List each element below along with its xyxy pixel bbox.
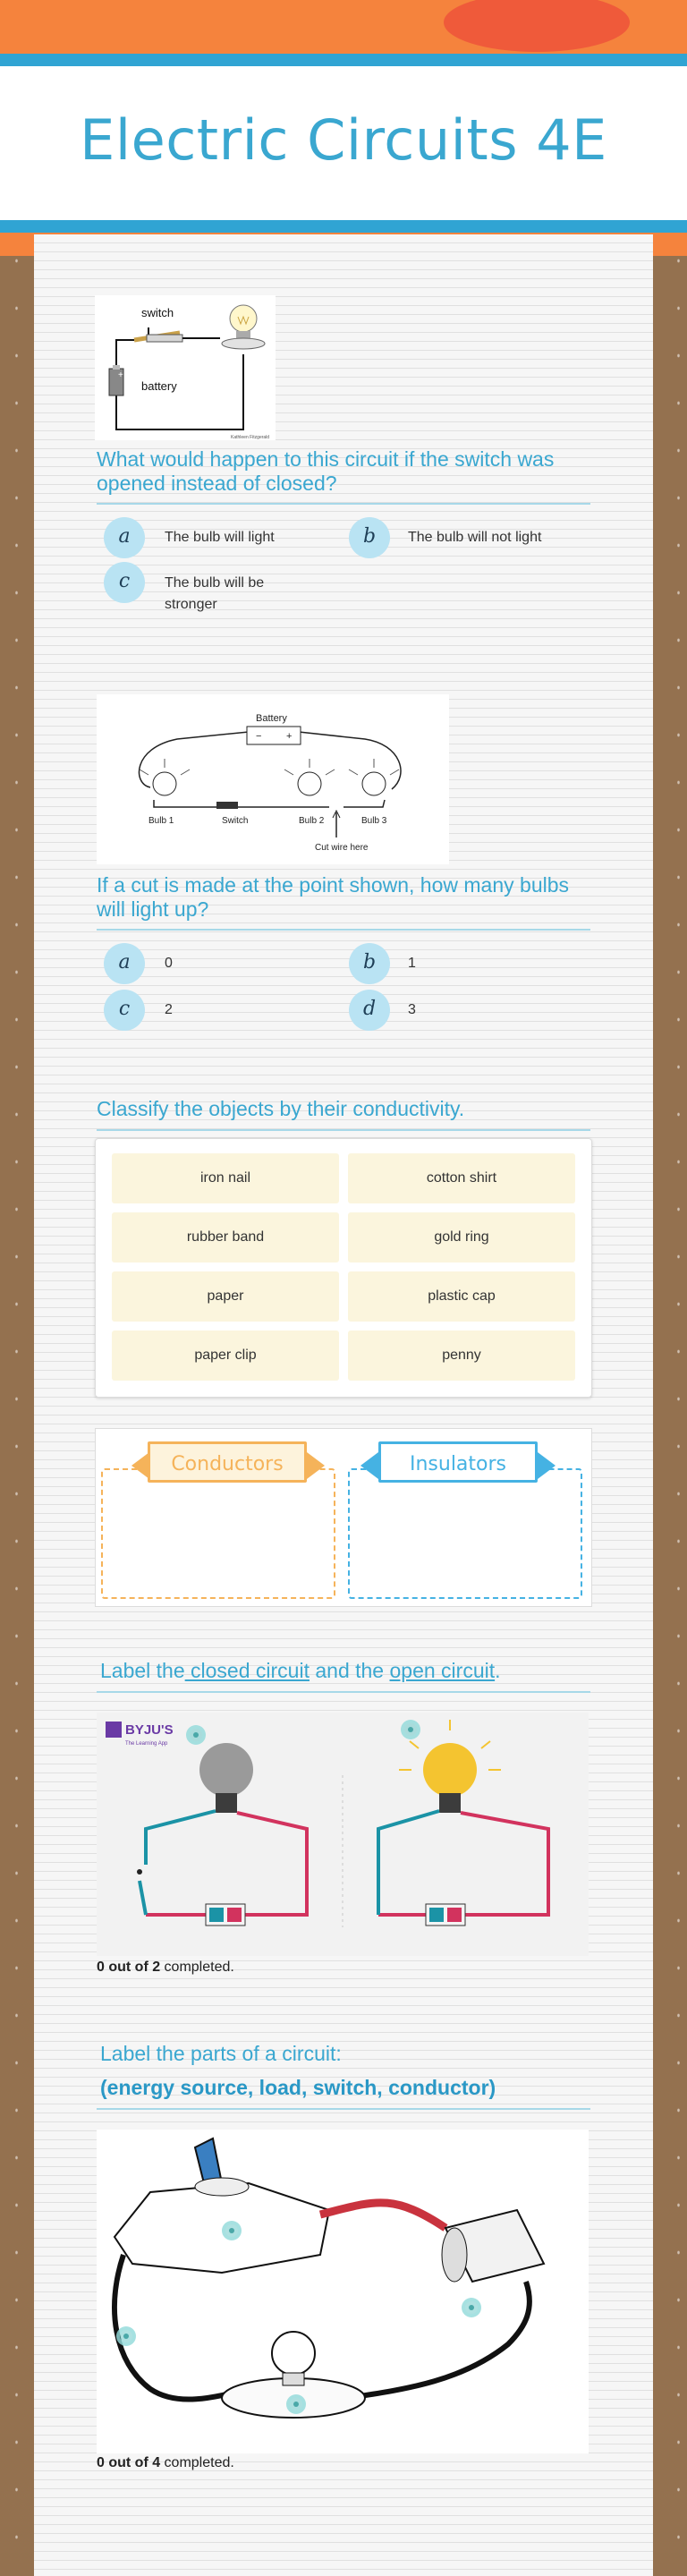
question-4-divider (97, 1691, 590, 1693)
brand-subtitle: The Learning App (125, 1741, 168, 1747)
conductors-label: Conductors (148, 1441, 307, 1483)
q4-title-middle: and the (309, 1659, 390, 1682)
page-title: Electric Circuits 4E (80, 107, 607, 173)
hotspot-label-2[interactable] (401, 1720, 420, 1739)
closed-circuit-link: closed circuit (184, 1659, 310, 1682)
question-5-title: Label the parts of a circuit: (100, 2042, 342, 2065)
insulators-drop-zone[interactable] (348, 1468, 582, 1599)
q2-option-d-text[interactable]: 3 (408, 1002, 416, 1017)
card-gold-ring[interactable]: gold ring (348, 1212, 575, 1262)
q1-option-b-badge[interactable]: b (349, 517, 390, 558)
circuit-parts-drawing (97, 2130, 589, 2453)
conductors-drop-zone[interactable] (101, 1468, 335, 1599)
q1-option-a-text[interactable]: The bulb will light (165, 530, 275, 545)
byjus-logo-icon (106, 1722, 122, 1738)
card-paper[interactable]: paper (112, 1271, 339, 1322)
brand-name: BYJU'S (125, 1722, 174, 1738)
question-4-text (100, 1659, 601, 1683)
conductors-ribbon-tail-right (307, 1452, 325, 1479)
bulb-1-label: Bulb 1 (148, 816, 174, 826)
card-iron-nail[interactable]: iron nail (112, 1153, 339, 1203)
q2-option-b-text[interactable]: 1 (408, 956, 416, 971)
svg-text:+: + (118, 370, 123, 380)
question-1-divider (97, 503, 590, 505)
conductors-ribbon-tail-left (131, 1452, 149, 1479)
simple-circuit-drawing (95, 295, 276, 440)
image-credit: Kathleen Fitzgerald (231, 435, 270, 440)
question-1-text: What would happen to this circuit if the switch was opened instead of closed? (97, 447, 555, 495)
insulators-ribbon-tail-right (538, 1452, 556, 1479)
sort-categories (95, 1428, 592, 1607)
q1-option-b-text[interactable]: The bulb will not light (408, 530, 542, 545)
hotspot-label-1[interactable] (186, 1725, 206, 1745)
q4-progress (97, 1960, 234, 1976)
q2-option-c-text[interactable]: 2 (165, 1002, 173, 1017)
card-penny[interactable]: penny (348, 1331, 575, 1381)
bulb-3-label: Bulb 3 (361, 816, 387, 826)
insulators-ribbon-tail-left (360, 1452, 378, 1479)
switch-label: Switch (222, 816, 249, 826)
q4-title-suffix: . (495, 1659, 501, 1682)
q2-option-a-text[interactable]: 0 (165, 956, 173, 971)
open-closed-circuit-drawing (97, 1713, 589, 1956)
open-circuit-link: open circuit (389, 1659, 496, 1682)
open-closed-circuit-image (97, 1713, 589, 1956)
header-stripe-bottom (0, 220, 687, 233)
series-circuit-image (97, 694, 449, 864)
card-paper-clip[interactable]: paper clip (112, 1331, 339, 1381)
q2-option-c-badge[interactable]: c (104, 990, 145, 1031)
svg-text:+: + (286, 731, 293, 742)
switch-label: switch (141, 306, 174, 319)
battery-label: battery (141, 379, 177, 393)
question-3-text: Classify the objects by their conductivity. (97, 1097, 465, 1120)
circuit-parts-image (97, 2130, 589, 2453)
card-rubber-band[interactable]: rubber band (112, 1212, 339, 1262)
question-5-subtitle: (energy source, load, switch, conductor) (100, 2076, 496, 2099)
cut-wire-label: Cut wire here (315, 843, 369, 853)
q5-progress-count: 0 out of 4 (97, 2455, 161, 2470)
svg-text:−: − (256, 731, 262, 742)
q2-option-b-badge[interactable]: b (349, 943, 390, 984)
card-cotton-shirt[interactable]: cotton shirt (348, 1153, 575, 1203)
header-banner-top (0, 0, 687, 54)
bulb-2-label: Bulb 2 (299, 816, 325, 826)
hotspot-part-1[interactable] (222, 2221, 242, 2240)
question-3-divider (97, 1129, 590, 1131)
hotspot-part-2[interactable] (462, 2298, 481, 2317)
battery-label: Battery (256, 713, 287, 724)
q2-option-a-badge[interactable]: a (104, 943, 145, 984)
q4-progress-suffix: completed. (160, 1960, 234, 1975)
question-2-text: If a cut is made at the point shown, how many bulbs will light up? (97, 873, 570, 921)
simple-circuit-image (95, 295, 276, 440)
q1-option-a-badge[interactable]: a (104, 517, 145, 558)
q2-option-d-badge[interactable]: d (349, 990, 390, 1031)
q4-title-prefix: Label the (100, 1659, 185, 1682)
header-stripe (0, 54, 687, 66)
card-bank (95, 1138, 592, 1398)
series-circuit-drawing (97, 694, 449, 864)
header-decoration (444, 0, 630, 52)
question-2-divider (97, 929, 590, 931)
question-5-divider (97, 2108, 590, 2110)
q1-option-c-badge[interactable]: c (104, 562, 145, 603)
card-plastic-cap[interactable]: plastic cap (348, 1271, 575, 1322)
q5-progress-suffix: completed. (160, 2455, 234, 2470)
q4-progress-count: 0 out of 2 (97, 1960, 161, 1975)
insulators-label: Insulators (378, 1441, 538, 1483)
q1-option-c-text[interactable]: The bulb will be stronger (165, 575, 265, 612)
q5-progress (97, 2455, 234, 2471)
hotspot-part-3[interactable] (116, 2326, 136, 2346)
hotspot-part-4[interactable] (286, 2394, 306, 2414)
